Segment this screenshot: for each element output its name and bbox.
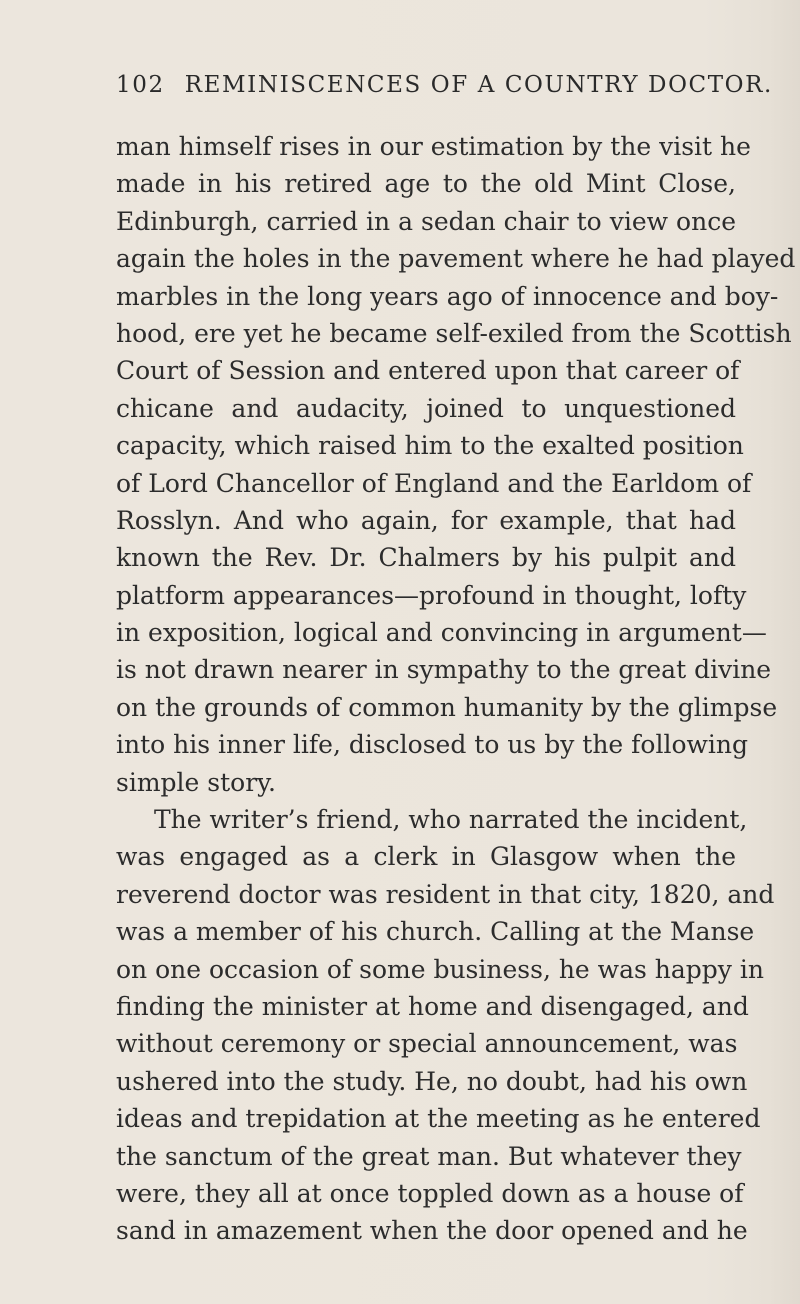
text-line: made in his retired age to the old Mint Close, <box>116 169 736 199</box>
text-line: hood, ere yet he became self-exiled from the Scottish <box>116 318 792 348</box>
text-line: on one occasion of some business, he was happy in <box>116 954 764 984</box>
text-line: was engaged as a clerk in Glasgow when the <box>116 842 736 872</box>
paragraph-first-line: The writer’s friend, who narrated the incident, <box>154 805 748 835</box>
text-line: into his inner life, disclosed to us by the following <box>116 730 749 760</box>
text-line: without ceremony or special announcement, was <box>116 1029 738 1059</box>
text-line: again the holes in the pavement where he had played <box>116 244 796 274</box>
text-line: Court of Session and entered upon that career of <box>116 356 740 386</box>
text-line: were, they all at once toppled down as a house of <box>116 1178 744 1208</box>
text-line: capacity, which raised him to the exalted position <box>116 431 744 461</box>
text-line: known the Rev. Dr. Chalmers by his pulpit and <box>116 543 736 573</box>
paragraph-end-line: simple story. <box>116 767 276 797</box>
running-header <box>116 72 773 98</box>
text-line: on the grounds of common humanity by the glimpse <box>116 692 778 722</box>
text-line: platform appearances—profound in thought, lofty <box>116 580 747 610</box>
text-line: reverend doctor was resident in that city, 1820, and <box>116 879 775 909</box>
running-title: REMINISCENCES OF A COUNTRY DOCTOR. <box>184 72 773 98</box>
text-line: chicane and audacity, joined to unquestioned <box>116 393 736 423</box>
text-line: the sanctum of the great man. But whatever they <box>116 1141 742 1171</box>
text-line: in exposition, logical and convincing in argument— <box>116 618 767 648</box>
text-line: of Lord Chancellor of England and the Earldom of <box>116 468 752 498</box>
text-line: Edinburgh, carried in a sedan chair to view once <box>116 206 736 236</box>
text-line: was a member of his church. Calling at the Manse <box>116 917 755 947</box>
text-line: marbles in the long years ago of innocence and boy- <box>116 281 779 311</box>
text-line: sand in amazement when the door opened and he <box>116 1216 748 1246</box>
text-line: ushered into the study. He, no doubt, had his own <box>116 1066 748 1096</box>
body-text <box>116 128 796 1250</box>
page-number: 102 <box>116 72 165 98</box>
text-line: Rosslyn. And who again, for example, that had <box>116 505 736 535</box>
text-line: finding the minister at home and disengaged, and <box>116 991 749 1021</box>
text-line: ideas and trepidation at the meeting as he entered <box>116 1104 761 1134</box>
text-line: is not drawn nearer in sympathy to the great divine <box>116 655 772 685</box>
text-line: man himself rises in our estimation by the visit he <box>116 132 751 161</box>
